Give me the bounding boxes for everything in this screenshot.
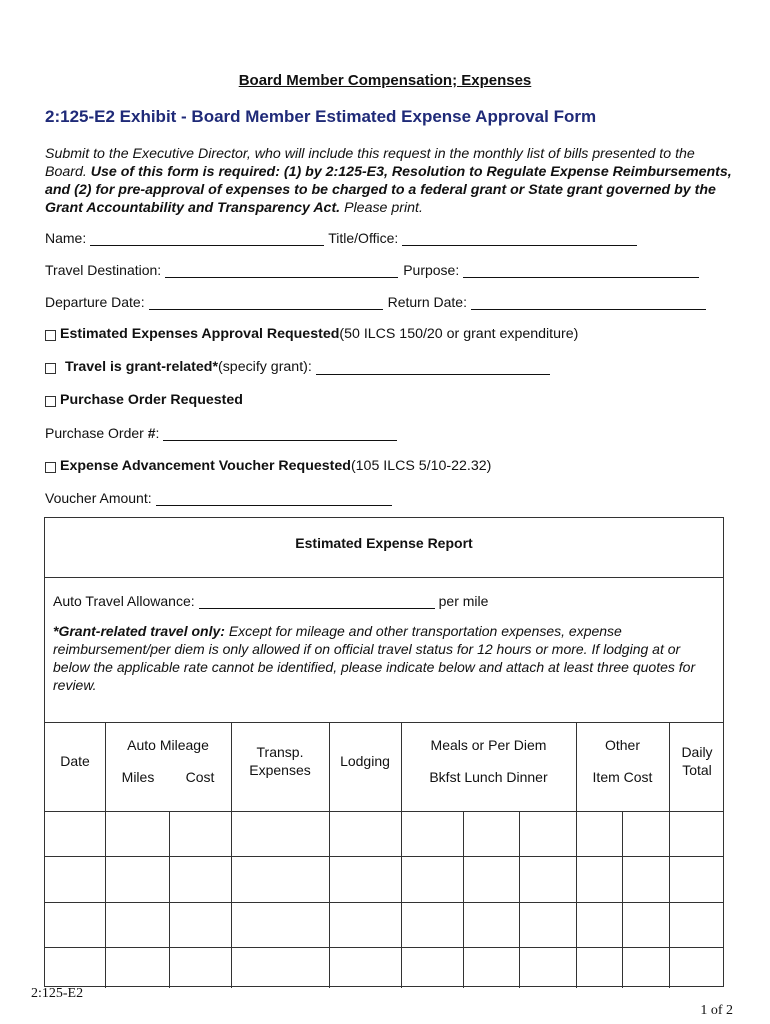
departure-date-field[interactable]	[149, 295, 383, 310]
col-item-cost: Item Cost	[592, 769, 653, 785]
page-number: 1 of 2	[700, 1003, 733, 1018]
grant-related-checkbox[interactable]	[45, 363, 56, 374]
intro-text-2: Please print.	[340, 200, 423, 216]
purchase-order-label	[45, 425, 159, 441]
table-top-line	[45, 722, 723, 723]
purchase-order-colon: :	[155, 425, 160, 441]
specify-grant-field[interactable]	[316, 360, 550, 375]
grant-note	[53, 622, 717, 694]
advancement-voucher-checkbox[interactable]	[45, 462, 56, 473]
advancement-voucher-note: (105 ILCS 5/10-22.32)	[350, 458, 492, 474]
col-cost: Cost	[185, 769, 215, 785]
name-row	[45, 230, 637, 246]
title-office-field[interactable]	[402, 231, 637, 246]
footer-code: 2:125-E2	[31, 986, 84, 1001]
title-office-label: Title/Office:	[328, 230, 399, 246]
grant-related-label: Travel is grant-related*	[65, 359, 218, 375]
header-title: Board Member Compensation; Expenses	[238, 72, 532, 89]
col-sub-item	[622, 811, 623, 988]
report-title-divider	[45, 577, 723, 578]
return-date-label: Return Date:	[387, 294, 467, 310]
purchase-order-text: Purchase Order	[45, 425, 148, 441]
voucher-amount-field[interactable]	[156, 491, 392, 506]
report-title: Estimated Expense Report	[295, 535, 473, 551]
auto-allowance-field[interactable]	[199, 594, 435, 609]
voucher-amount-label: Voucher Amount:	[45, 490, 152, 506]
advancement-voucher-label: Expense Advancement Voucher Requested	[60, 458, 351, 474]
purpose-label: Purpose:	[403, 262, 460, 278]
col-auto-mileage: Auto Mileage	[127, 737, 209, 753]
col-meals: Meals or Per Diem	[430, 737, 547, 753]
col-date: Date	[60, 753, 90, 769]
name-field[interactable]	[90, 231, 324, 246]
col-sub-bkfst	[463, 811, 464, 988]
purchase-order-field[interactable]	[163, 426, 397, 441]
estimated-expenses-row	[45, 326, 578, 342]
grant-related-row	[45, 359, 550, 375]
estimated-expenses-note: (50 ILCS 150/20 or grant expenditure)	[339, 326, 579, 342]
col-sep-lodging	[401, 722, 402, 988]
col-sep-meals	[576, 722, 577, 988]
dates-row	[45, 294, 706, 310]
departure-date-label: Departure Date:	[45, 294, 145, 310]
col-other: Other	[604, 737, 640, 753]
purchase-order-requested-label: Purchase Order Requested	[60, 392, 243, 408]
col-miles: Miles	[121, 769, 155, 785]
col-sub-miles	[169, 811, 170, 988]
purchase-order-requested-row	[45, 392, 243, 408]
purchase-order-checkbox[interactable]	[45, 396, 56, 407]
auto-allowance-row	[53, 593, 488, 609]
col-transp: Transp.	[256, 744, 304, 760]
voucher-amount-row	[45, 490, 392, 506]
destination-row	[45, 262, 699, 278]
travel-destination-field[interactable]	[165, 263, 398, 278]
col-sep-date	[105, 722, 106, 988]
col-sub-lunch	[519, 811, 520, 988]
purchase-order-hash: #	[147, 425, 156, 441]
name-label: Name:	[45, 230, 87, 246]
col-total: Total	[682, 762, 712, 778]
col-daily: Daily	[681, 744, 713, 760]
purchase-order-number-row	[45, 425, 397, 441]
col-expenses: Expenses	[249, 762, 311, 778]
grant-note-text: Except for mileage and other transportation expenses, expense reimbursement/per diem is only allowed if on official travel status for 12 hours or more. If lodging at or below the applicable rate cannot be identified, please indicate below and attach at least three quotes for review.	[53, 623, 696, 693]
col-bkfst-lunch-dinner: Bkfst Lunch Dinner	[429, 769, 548, 785]
grant-related-note: (specify grant):	[217, 359, 312, 375]
advancement-voucher-row	[45, 458, 491, 474]
travel-destination-label: Travel Destination:	[45, 262, 162, 278]
purpose-field[interactable]	[463, 263, 699, 278]
per-mile-label: per mile	[438, 593, 489, 609]
estimated-expenses-checkbox[interactable]	[45, 330, 56, 341]
intro-paragraph	[45, 145, 735, 217]
expense-report-box	[44, 517, 724, 987]
auto-allowance-label: Auto Travel Allowance:	[53, 593, 195, 609]
intro-text-1: Submit to the Executive Director, who will include this request in the monthly list of bills presented to the Board.	[45, 146, 695, 180]
intro-text-bold: Use of this form is required: (1) by 2:125-E3, Resolution to Regulate Expense Reimbursements, and (2) for pre-approval of expenses to be charged to a federal grant or State grant governed by the Grant Accountability and Transparency Act.	[45, 164, 732, 216]
form-title: 2:125-E2 Exhibit - Board Member Estimated Expense Approval Form	[45, 107, 597, 126]
estimated-expenses-label: Estimated Expenses Approval Requested	[60, 326, 340, 342]
grant-note-bold: *Grant-related travel only:	[53, 623, 225, 639]
col-lodging: Lodging	[340, 753, 390, 769]
return-date-field[interactable]	[471, 295, 706, 310]
